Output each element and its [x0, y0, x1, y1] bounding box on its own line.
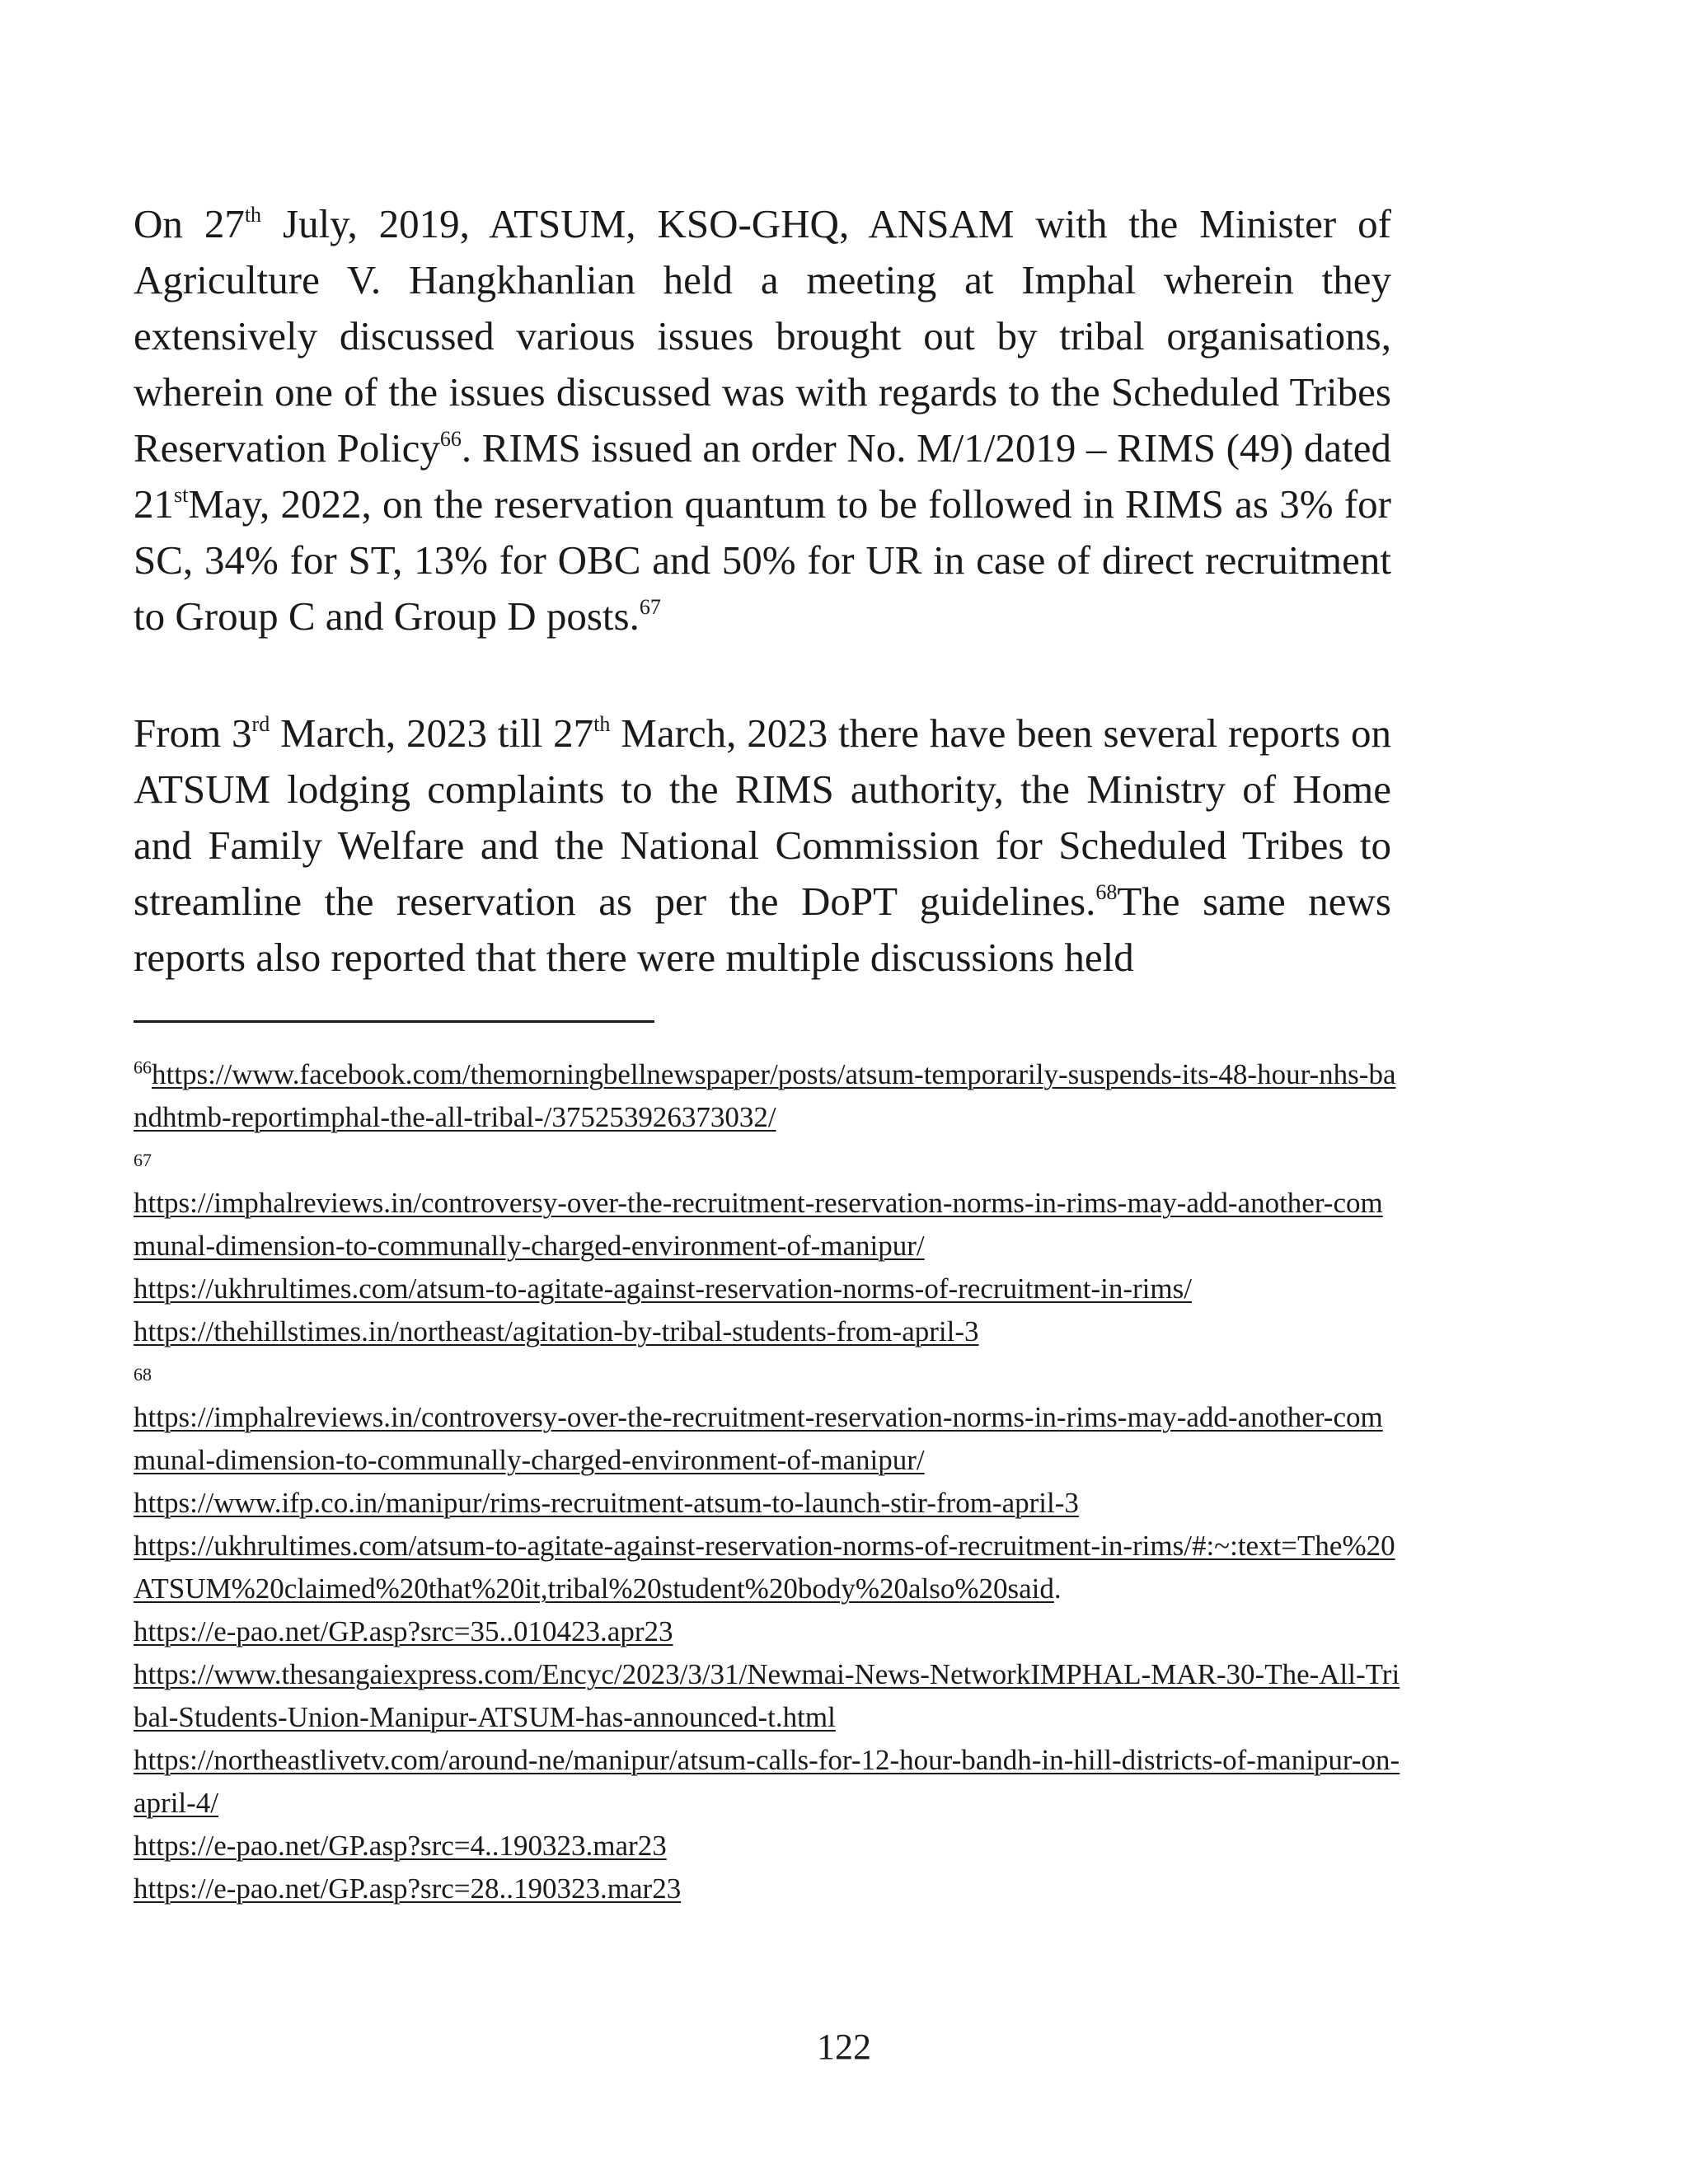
paragraph-text: From 3 — [134, 710, 252, 756]
footnote-ref-66[interactable]: 66 — [439, 426, 462, 451]
page-number: 122 — [817, 2027, 871, 2067]
superscript: th — [593, 711, 611, 736]
superscript: rd — [251, 711, 270, 736]
paragraph-text: March, 2023 till 27 — [270, 710, 594, 756]
body-paragraph-2 — [134, 705, 1391, 986]
superscript: st — [174, 482, 189, 507]
paragraph-text: March, 2023 there have been several reports on ATSUM lodging complaints to the RIMS authority, the Ministry of Home and Family Welfare and the National Commission for Scheduled Tribes to streamline the reservation as per the DoPT guidelines. — [134, 710, 1392, 924]
body-paragraph-1 — [134, 196, 1391, 644]
footnote-link[interactable]: https://e-pao.net/GP.asp?src=4..190323.mar23 — [134, 1830, 667, 1862]
footnote-ref-68[interactable]: 68 — [1095, 879, 1118, 904]
footnote-link[interactable]: https://e-pao.net/GP.asp?src=28..190323.mar23 — [134, 1872, 682, 1905]
footnote-number: 67 — [134, 1150, 152, 1170]
footnote-link[interactable]: https://www.facebook.com/themorningbellnewspaper/posts/atsum-temporarily-suspends-its-48-hour-nhs-bandhtmb-reportimphal-the-all-tribal-/375253926373032/ — [134, 1058, 1396, 1133]
footnote-68 — [134, 1353, 1403, 1910]
footnote-separator — [134, 1020, 654, 1023]
footnote-link[interactable]: https://e-pao.net/GP.asp?src=35..010423.apr23 — [134, 1615, 673, 1647]
paragraph-text: July, 2019, ATSUM, KSO-GHQ, ANSAM with the Minister of Agriculture V. Hangkhanlian held a meeting at Imphal wherein they extensively discussed various issues brought out by tribal organisations, wherein one of the issues discussed was with regards to the Scheduled Tribes Reservation Policy — [134, 201, 1391, 471]
footnote-link-row — [134, 1525, 1403, 1610]
paragraph-text: . RIMS issued an order No. M/1/2019 – RIMS (49) dated 21 — [134, 425, 1392, 527]
footnote-link[interactable]: https://ukhrultimes.com/atsum-to-agitate-against-reservation-norms-of-recruitment-in-rims/#:~:text=The%20ATSUM%20claimed%20that%20it,tribal%20student%20body%20also%20said — [134, 1530, 1395, 1605]
footnote-link[interactable]: https://imphalreviews.in/controversy-over-the-recruitment-reservation-norms-in-rims-may-add-another-communal-dimension-to-communally-charged-environment-of-manipur/ — [134, 1401, 1383, 1476]
footnote-67 — [134, 1139, 1403, 1353]
paragraph-text: The same news reports also reported that there were multiple discussions held — [134, 879, 1391, 980]
footnote-link[interactable]: https://northeastlivetv.com/around-ne/manipur/atsum-calls-for-12-hour-bandh-in-hill-districts-of-manipur-on-april-4/ — [134, 1744, 1400, 1819]
footnote-link[interactable]: https://www.thesangaiexpress.com/Encyc/2023/3/31/Newmai-News-NetworkIMPHAL-MAR-30-The-All-Tribal-Students-Union-Manipur-ATSUM-has-announced-t.html — [134, 1658, 1400, 1733]
footnote-link[interactable]: https://imphalreviews.in/controversy-over-the-recruitment-reservation-norms-in-rims-may-add-another-communal-dimension-to-communally-charged-environment-of-manipur/ — [134, 1187, 1383, 1262]
footnote-ref-67[interactable]: 67 — [639, 594, 661, 619]
paragraph-text: May, 2022, on the reservation quantum to be followed in RIMS as 3% for SC, 34% for ST, 13% for OBC and 50% for UR in case of direct recruitment to Group C and Group D posts. — [134, 481, 1391, 639]
superscript: th — [244, 202, 262, 227]
paragraph-text: On 27 — [134, 201, 245, 246]
footnote-link[interactable]: https://thehillstimes.in/northeast/agitation-by-tribal-students-from-april-3 — [134, 1315, 979, 1347]
footnote-link[interactable]: https://www.ifp.co.in/manipur/rims-recruitment-atsum-to-launch-stir-from-april-3 — [134, 1487, 1079, 1519]
footnote-number: 66 — [134, 1057, 152, 1078]
footnote-number: 68 — [134, 1364, 152, 1385]
footnotes-section — [134, 1053, 1403, 1910]
footnote-link[interactable]: https://ukhrultimes.com/atsum-to-agitate-against-reservation-norms-of-recruitment-in-rims/ — [134, 1272, 1192, 1305]
footnote-66 — [134, 1053, 1403, 1139]
footnote-punctuation: . — [1053, 1572, 1062, 1605]
